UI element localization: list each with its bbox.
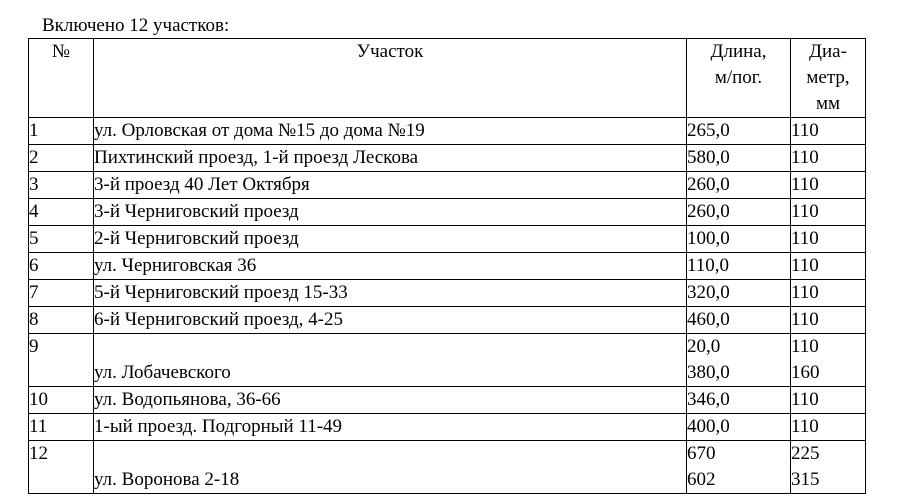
table-row (29, 441, 866, 494)
section-diameter: 110 (791, 120, 819, 141)
header-length (687, 39, 791, 118)
section-diameter-cell (791, 280, 866, 307)
row-number: 11 (29, 414, 94, 441)
header-diameter-line: Диа- (809, 41, 847, 62)
table-body (29, 118, 866, 494)
section-name: ул. Орловская от дома №15 до дома №19 (94, 120, 425, 141)
table-row (29, 199, 866, 226)
section-diameter: 110 (791, 228, 819, 249)
section-length: 380,0 (687, 362, 730, 383)
section-diameter: 110 (791, 416, 819, 437)
section-name-cell (94, 199, 687, 226)
section-diameter: 110 (791, 255, 819, 276)
row-number: 4 (29, 199, 94, 226)
section-length-cell (687, 118, 791, 145)
table-row (29, 280, 866, 307)
section-length: 670 (687, 443, 716, 464)
row-number: 7 (29, 280, 94, 307)
section-length: 400,0 (687, 416, 730, 437)
section-name (94, 334, 686, 360)
section-diameter-cell (791, 307, 866, 334)
section-length-cell (687, 145, 791, 172)
section-length: 110,0 (687, 255, 730, 276)
section-length-cell (687, 334, 791, 387)
section-diameter: 315 (791, 469, 820, 490)
section-diameter-cell (791, 226, 866, 253)
section-length: 260,0 (687, 174, 730, 195)
table-row (29, 414, 866, 441)
section-name-cell (94, 226, 687, 253)
section-length-cell (687, 387, 791, 414)
section-diameter: 110 (791, 336, 819, 357)
section-diameter-cell (791, 253, 866, 280)
section-length: 20,0 (687, 336, 721, 357)
section-length: 320,0 (687, 282, 730, 303)
section-length-cell (687, 307, 791, 334)
section-name: 3-й Черниговский проезд (94, 201, 299, 222)
header-length-line: м/пог. (714, 67, 763, 88)
section-length-cell (687, 172, 791, 199)
section-name: 5-й Черниговский проезд 15-33 (94, 282, 348, 303)
section-diameter-cell (791, 334, 866, 387)
row-number: 3 (29, 172, 94, 199)
section-name: 6-й Черниговский проезд, 4-25 (94, 309, 344, 330)
section-diameter: 110 (791, 389, 819, 410)
section-diameter-cell (791, 199, 866, 226)
row-number: 1 (29, 118, 94, 145)
section-name-cell (94, 441, 687, 494)
section-name-cell (94, 334, 687, 387)
section-diameter-cell (791, 172, 866, 199)
section-name: Пихтинский проезд, 1-й проезд Лескова (94, 147, 419, 168)
section-name-cell (94, 387, 687, 414)
row-number: 8 (29, 307, 94, 334)
row-number: 9 (29, 334, 94, 387)
table-row (29, 334, 866, 387)
row-number: 2 (29, 145, 94, 172)
section-name: ул. Лобачевского (94, 362, 231, 383)
table-row (29, 226, 866, 253)
row-number: 5 (29, 226, 94, 253)
section-diameter: 110 (791, 201, 819, 222)
header-section: Участок (94, 39, 687, 118)
section-length-cell (687, 253, 791, 280)
section-length-cell (687, 226, 791, 253)
section-length: 346,0 (687, 389, 730, 410)
section-name: 2-й Черниговский проезд (94, 228, 299, 249)
section-name: ул. Водопьянова, 36-66 (94, 389, 281, 410)
section-name-cell (94, 280, 687, 307)
header-diameter-line: мм (815, 93, 841, 114)
sections-table (28, 38, 866, 494)
header-diameter-line: метр, (806, 67, 850, 88)
section-name: ул. Воронова 2-18 (94, 469, 240, 490)
section-length-cell (687, 280, 791, 307)
section-name: 1-ый проезд. Подгорный 11-49 (94, 416, 343, 437)
caption: Включено 12 участков: (42, 15, 230, 36)
section-length: 460,0 (687, 309, 730, 330)
section-diameter: 110 (791, 174, 819, 195)
row-number: 12 (29, 441, 94, 494)
section-diameter-cell (791, 387, 866, 414)
section-name-cell (94, 253, 687, 280)
section-name-cell (94, 307, 687, 334)
section-length: 100,0 (687, 228, 730, 249)
section-name: ул. Черниговская 36 (94, 255, 257, 276)
section-diameter: 110 (791, 309, 819, 330)
section-diameter-cell (791, 414, 866, 441)
section-length-cell (687, 199, 791, 226)
row-number: 6 (29, 253, 94, 280)
section-diameter-cell (791, 441, 866, 494)
section-diameter-cell (791, 145, 866, 172)
table-row (29, 387, 866, 414)
section-length: 260,0 (687, 201, 730, 222)
header-diameter (791, 39, 866, 118)
row-number: 10 (29, 387, 94, 414)
section-diameter: 110 (791, 147, 819, 168)
section-name-cell (94, 145, 687, 172)
table-row (29, 253, 866, 280)
section-diameter: 225 (791, 443, 820, 464)
header-length-line: Длина, (710, 41, 767, 62)
section-name (94, 441, 686, 467)
section-name-cell (94, 414, 687, 441)
section-diameter: 160 (791, 362, 820, 383)
section-name: 3-й проезд 40 Лет Октября (94, 174, 310, 195)
section-diameter-cell (791, 118, 866, 145)
section-length: 265,0 (687, 120, 730, 141)
section-name-cell (94, 118, 687, 145)
table-row (29, 307, 866, 334)
table-row (29, 145, 866, 172)
section-length: 580,0 (687, 147, 730, 168)
section-length-cell (687, 414, 791, 441)
section-name-cell (94, 172, 687, 199)
section-diameter: 110 (791, 282, 819, 303)
section-length: 602 (687, 469, 716, 490)
header-number: № (29, 39, 94, 118)
section-length-cell (687, 441, 791, 494)
table-header-row (29, 39, 866, 118)
table-row (29, 118, 866, 145)
table-row (29, 172, 866, 199)
